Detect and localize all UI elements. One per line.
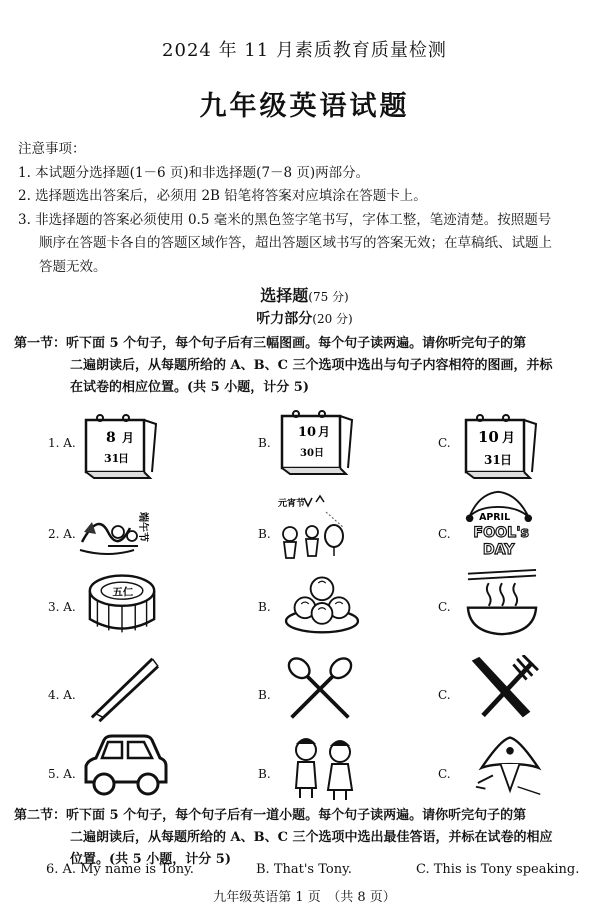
day-label: DAY — [482, 542, 515, 558]
q4-label: 4. A. — [48, 688, 76, 702]
note-item: 顺序在答题卡各自的答题区域作答，超出答题区域书写的答案无效；在草稿纸、试题上 — [39, 235, 552, 251]
part1-instructions — [14, 333, 600, 399]
note-item: 2. 选择题选出答案后，必须用 2B 铅笔将答案对应填涂在答题卡上。 — [18, 188, 427, 204]
q3-label: 3. A. — [48, 600, 76, 614]
part1-heading: 第一节： — [14, 336, 67, 351]
section-title — [0, 283, 609, 306]
lantern-festival-label: 元宵节 — [278, 499, 306, 509]
calendar-month-unit: 月 — [318, 425, 331, 439]
page-title: 九年级英语试题 — [199, 91, 410, 122]
section-title-text: 选择题 — [260, 286, 309, 305]
note-item: 答题无效。 — [39, 258, 107, 275]
listening-score: (20 分) — [312, 312, 353, 326]
mooncake-text: 五仁 — [112, 586, 134, 599]
calendar-icon[interactable] — [80, 410, 160, 480]
dumplings-icon[interactable] — [282, 568, 362, 638]
q1-label: 1. A. — [48, 436, 76, 450]
part1-line: 二遍朗读后，从每题所给的 A、B、C 三个选项中选出与句子内容相符的图画，并标 — [70, 358, 553, 373]
plane-icon[interactable] — [470, 730, 550, 800]
q2-label: 2. A. — [48, 527, 76, 541]
listening-title — [0, 308, 609, 328]
chopsticks-icon[interactable] — [84, 655, 164, 725]
q2-b-label: B. — [258, 527, 271, 541]
q1-b-label: B. — [258, 436, 271, 450]
calendar-day: 31 — [104, 452, 120, 465]
calendar-day-unit: 日 — [314, 448, 324, 459]
q4-c-label: C. — [438, 688, 451, 702]
q1-c-label: C. — [438, 436, 451, 450]
note-item: 1. 本试题分选择题(1－6 页)和非选择题(7－8 页)两部分。 — [18, 164, 370, 181]
calendar-day: 30 — [300, 448, 314, 459]
q6-option-a[interactable]: 6. A. My name is Tony. — [46, 862, 194, 877]
fools-label: FOOL's — [473, 525, 529, 542]
listening-title-text: 听力部分 — [256, 311, 313, 327]
part2-heading: 第二节： — [14, 808, 67, 823]
part2-line: 二遍朗读后，从每题所给的 A、B、C 三个选项中选出最佳答语，并标在试卷的相应 — [70, 830, 553, 845]
q5-b-label: B. — [258, 767, 271, 781]
calendar-icon[interactable] — [460, 410, 540, 480]
calendar-day-unit: 日 — [118, 452, 129, 465]
car-icon[interactable] — [82, 732, 170, 802]
page-footer: 九年级英语第 1 页 （共 8 页） — [213, 890, 396, 905]
notes-heading: 注意事项： — [18, 141, 86, 157]
april-label: APRIL — [479, 512, 511, 524]
calendar-month-unit: 月 — [122, 431, 135, 445]
q6-option-b[interactable]: B. That's Tony. — [256, 862, 352, 877]
spoons-icon[interactable] — [280, 655, 360, 725]
noodles-icon[interactable] — [462, 568, 542, 638]
part1-line: 听下面 5 个句子，每个句子后有三幅图画。每个句子读两遍。请你听完句子的第 — [66, 336, 527, 351]
exam-line: 2024 年 11 月素质教育质量检测 — [162, 40, 447, 61]
q5-label: 5. A. — [48, 767, 76, 781]
part2-line: 听下面 5 个句子，每个句子后有一道小题。每个句子读两遍。请你听完句子的第 — [66, 808, 527, 823]
april-fools-day-icon[interactable] — [458, 488, 538, 558]
knife-fork-icon[interactable] — [462, 655, 542, 725]
q6-option-c[interactable]: C. This is Tony speaking. — [416, 862, 580, 877]
q3-c-label: C. — [438, 600, 451, 614]
dragon-boat-festival-label: 端午节 — [137, 512, 148, 542]
calendar-day: 31 — [484, 453, 501, 467]
calendar-month: 8 — [106, 430, 116, 446]
notes — [18, 138, 598, 279]
calendar-month: 10 — [298, 425, 317, 440]
dragon-boat-festival-icon[interactable] — [78, 492, 158, 562]
note-item: 3. 非选择题的答案必须使用 0.5 毫米的黑色签字笔书写，字体工整，笔迹清楚。按照题号 — [18, 211, 552, 228]
lantern-festival-icon[interactable] — [274, 492, 354, 562]
q5-c-label: C. — [438, 767, 451, 781]
part1-line: 在试卷的相应位置。(共 5 小题，计分 5) — [70, 380, 309, 395]
calendar-day-unit: 日 — [500, 453, 513, 467]
q2-c-label: C. — [438, 527, 451, 541]
calendar-month: 10 — [478, 428, 499, 446]
q4-b-label: B. — [258, 688, 271, 702]
mooncake-icon[interactable] — [82, 568, 162, 638]
section-score: (75 分) — [308, 290, 349, 304]
calendar-month-unit: 月 — [502, 431, 516, 446]
children-icon[interactable] — [286, 732, 366, 802]
q3-b-label: B. — [258, 600, 271, 614]
part2-line: 位置。(共 5 小题，计分 5) — [70, 852, 231, 867]
calendar-icon[interactable] — [276, 406, 356, 476]
